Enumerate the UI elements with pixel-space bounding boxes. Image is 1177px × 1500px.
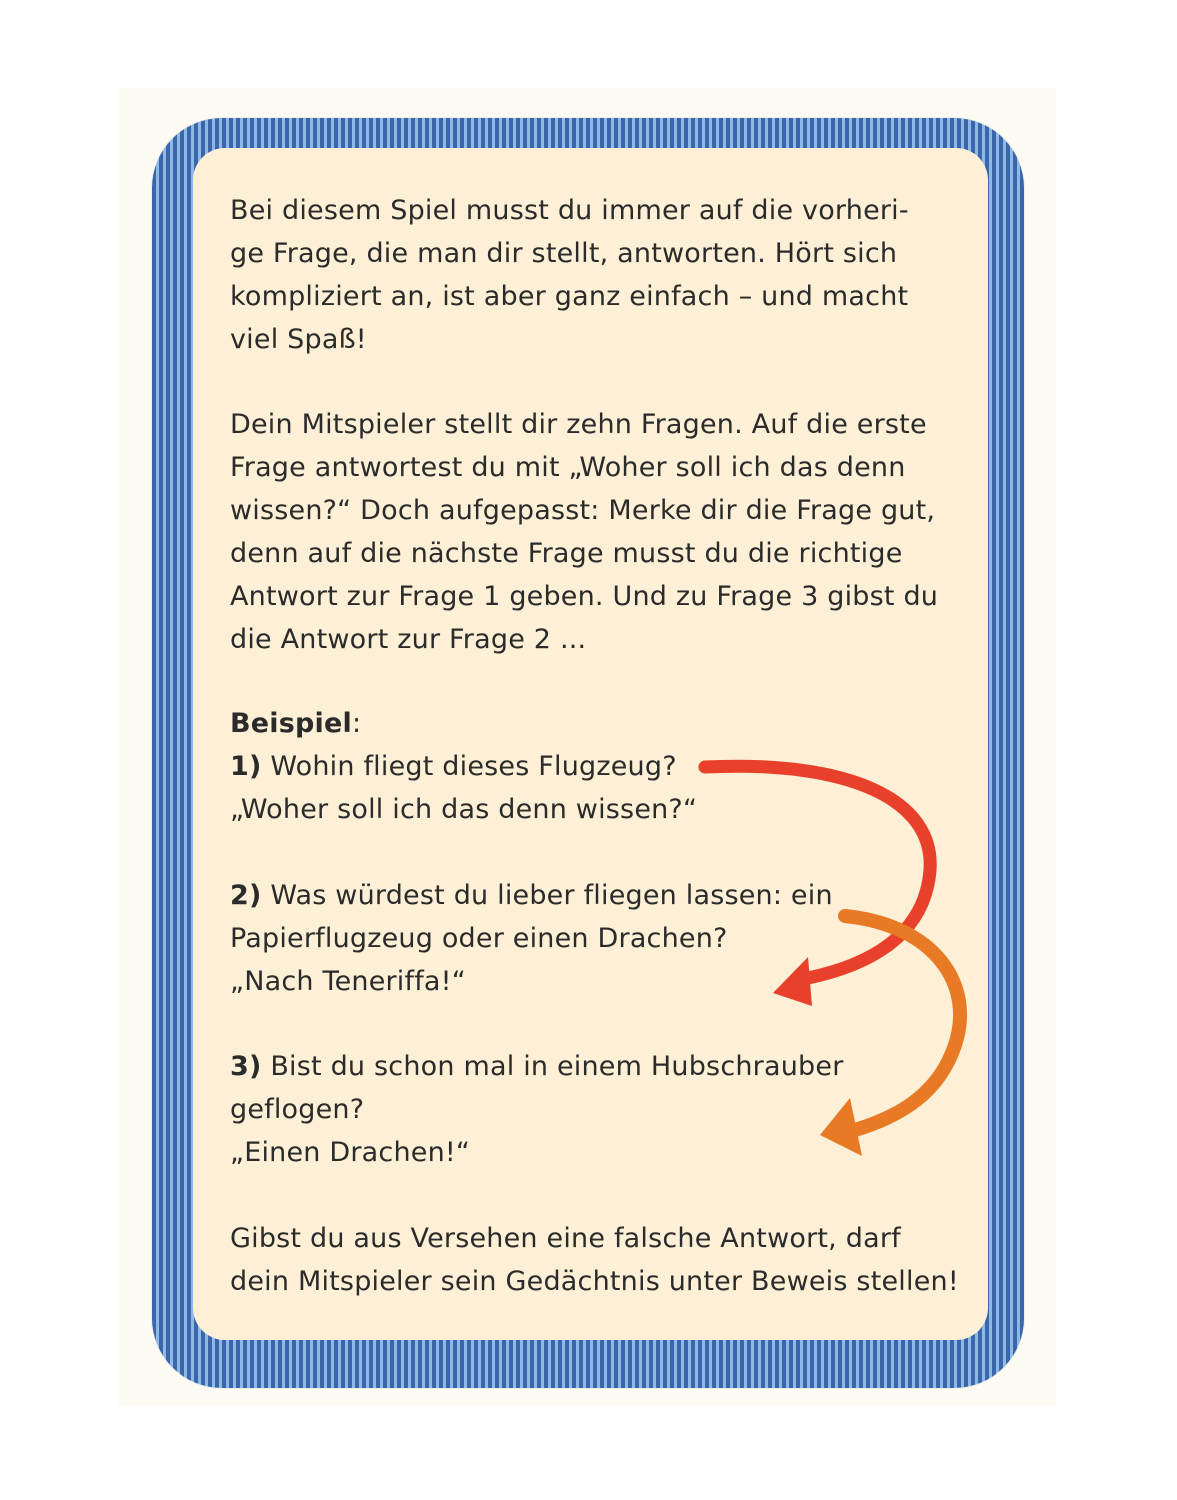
example-2-answer: „Nach Teneriffa!“	[230, 966, 466, 997]
example-heading-text: Beispiel	[230, 708, 352, 739]
example-1-answer: „Woher soll ich das denn wissen?“	[230, 794, 698, 825]
rules-line: die Antwort zur Frage 2 ...	[230, 624, 587, 655]
rules-line: Dein Mitspieler stellt dir zehn Fragen. Auf die erste	[230, 409, 927, 440]
example-section	[230, 702, 950, 831]
intro-line: viel Spaß!	[230, 324, 367, 355]
example-2-number: 2)	[230, 880, 262, 911]
example-2	[230, 874, 950, 1003]
closing-line: Gibst du aus Versehen eine falsche Antwort, darf	[230, 1223, 901, 1254]
rules-line: Antwort zur Frage 1 geben. Und zu Frage 3 gibst du	[230, 581, 939, 612]
example-1-question	[230, 745, 950, 788]
example-2-question-text: Was würdest du lieber fliegen lassen: ein	[270, 880, 833, 911]
intro-line: Bei diesem Spiel musst du immer auf die vorheri-	[230, 195, 909, 226]
example-1-number: 1)	[230, 751, 262, 782]
rules-line: denn auf die nächste Frage musst du die richtige	[230, 538, 903, 569]
example-3-answer: „Einen Drachen!“	[230, 1137, 471, 1168]
intro-paragraph	[230, 189, 950, 361]
intro-line: kompliziert an, ist aber ganz einfach – und macht	[230, 281, 909, 312]
example-heading	[230, 702, 950, 745]
example-3	[230, 1045, 950, 1174]
closing-paragraph	[230, 1217, 959, 1303]
rules-line: wissen?“ Doch aufgepasst: Merke dir die Frage gut,	[230, 495, 936, 526]
example-3-question	[230, 1045, 950, 1088]
example-2-question	[230, 874, 950, 917]
closing-line: dein Mitspieler sein Gedächtnis unter Beweis stellen!	[230, 1266, 959, 1297]
rules-paragraph	[230, 403, 950, 661]
example-1-question-text: Wohin fliegt dieses Flugzeug?	[270, 751, 677, 782]
example-3-question-cont: geflogen?	[230, 1094, 365, 1125]
intro-line: ge Frage, die man dir stellt, antworten. Hört sich	[230, 238, 898, 269]
example-3-number: 3)	[230, 1051, 262, 1082]
example-2-question-cont: Papierflugzeug oder einen Drachen?	[230, 923, 728, 954]
example-heading-colon: :	[351, 708, 362, 739]
rules-line: Frage antwortest du mit „Woher soll ich das denn	[230, 452, 906, 483]
example-3-question-text: Bist du schon mal in einem Hubschrauber	[270, 1051, 844, 1082]
